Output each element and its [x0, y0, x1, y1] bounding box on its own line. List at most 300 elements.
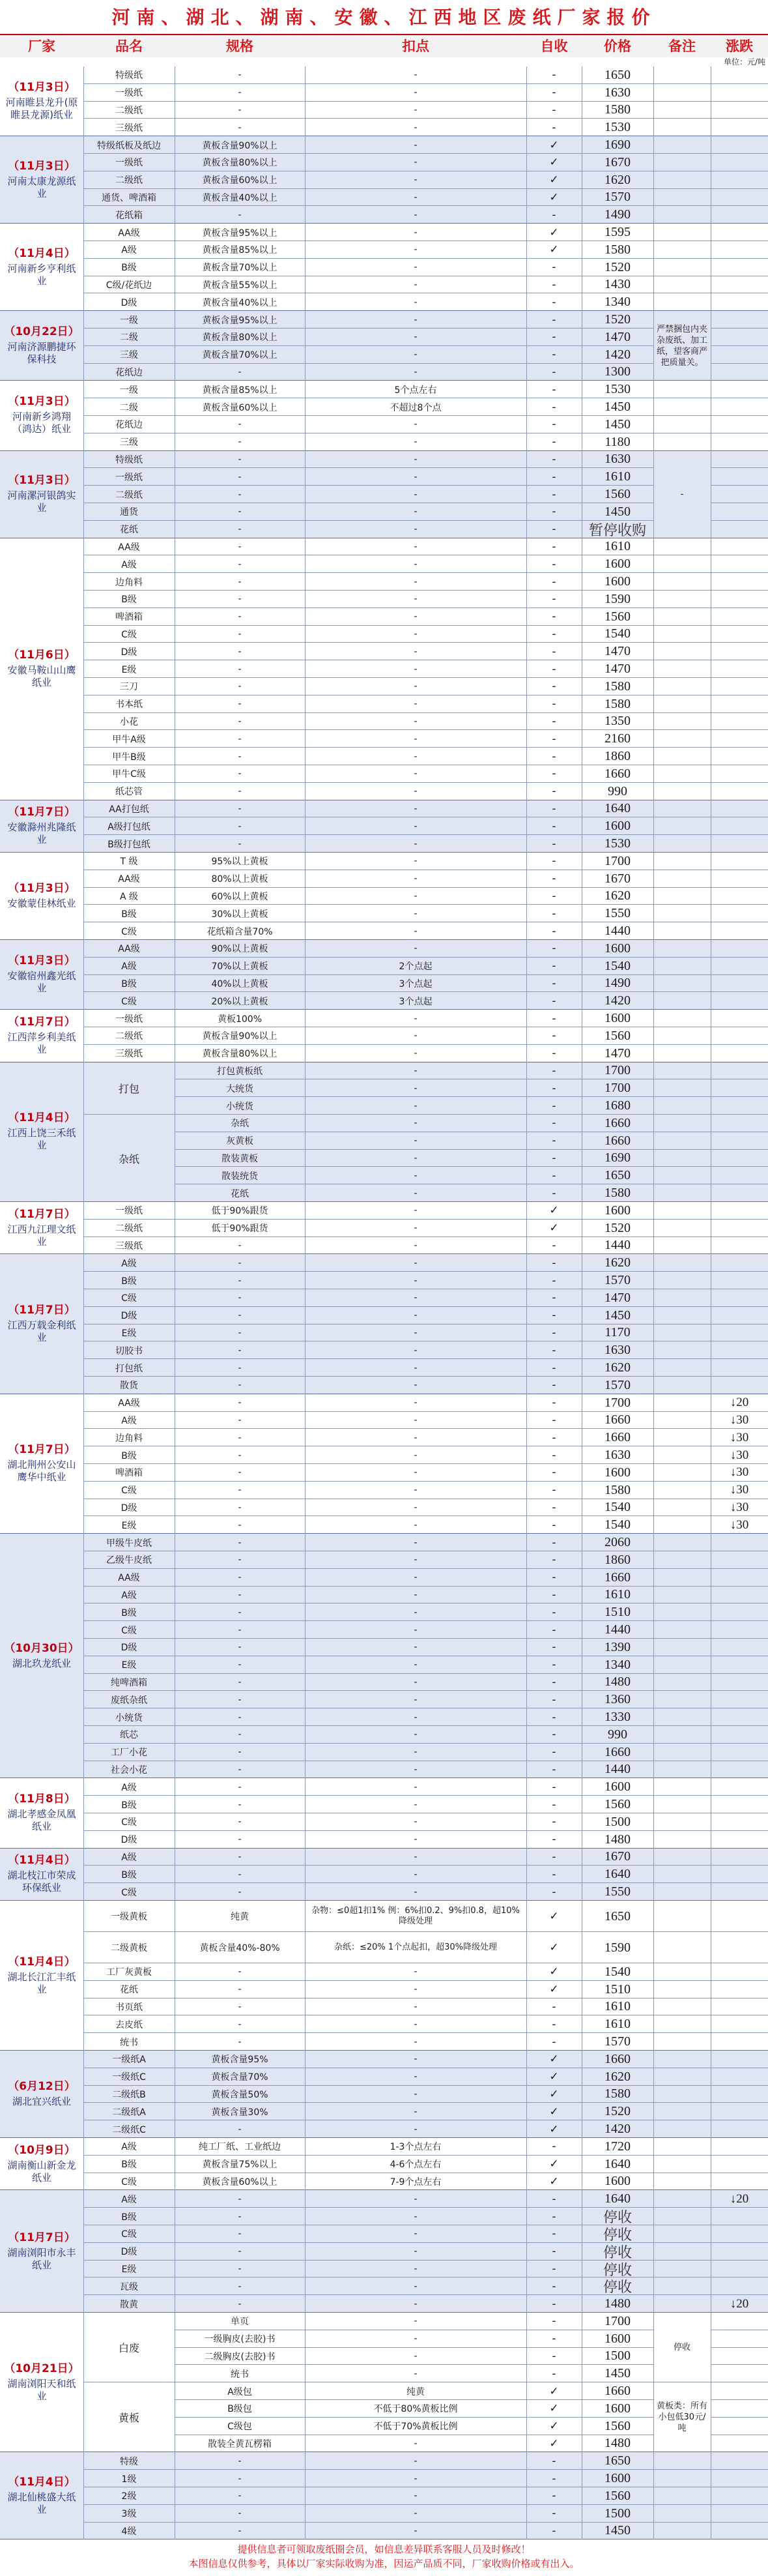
- deduct-cell: -: [414, 856, 418, 867]
- factory-date: （11月4日）: [8, 2475, 76, 2489]
- self-collect-cell: ✓: [549, 2070, 559, 2084]
- deduct-cell: -: [414, 890, 418, 901]
- price-cell: 1720: [604, 2139, 631, 2154]
- spec-cell: -: [238, 1607, 242, 1618]
- factory-name: 河南新乡亨利纸业: [7, 262, 76, 287]
- price-cell: 1520: [604, 1220, 631, 1235]
- spec-cell: 黄板含量90%以上: [202, 1031, 277, 1042]
- self-collect-cell: -: [552, 2245, 556, 2259]
- footer-note: [0, 2542, 768, 2576]
- price-cell: 1450: [604, 504, 631, 519]
- deduct-cell: -: [414, 489, 418, 500]
- deduct-cell: -: [414, 1886, 418, 1897]
- factory-name: 河南睢县龙升(原睢县龙源)纸业: [5, 96, 78, 121]
- factory-date: （11月4日）: [8, 246, 76, 260]
- self-collect-cell: -: [552, 1047, 556, 1061]
- price-cell: 1570: [604, 2034, 631, 2049]
- product-cell: 二级: [120, 402, 138, 413]
- self-collect-cell: ✓: [549, 2384, 559, 2398]
- deduct-cell: -: [414, 471, 418, 482]
- price-cell: 1540: [604, 626, 631, 641]
- deduct-cell: -: [414, 1485, 418, 1496]
- price-cell: 1450: [604, 2523, 631, 2538]
- spec-cell: -: [238, 576, 242, 587]
- spec-cell: 黄板含量70%以上: [202, 263, 277, 274]
- product-cell: 瓦级: [120, 2281, 138, 2292]
- self-collect-cell: -: [552, 942, 556, 956]
- product-cell: E级: [121, 2264, 137, 2275]
- product-cell: B级: [121, 2159, 137, 2171]
- deduct-cell: -: [414, 541, 418, 552]
- spec-cell: -: [238, 1712, 242, 1723]
- product-cell: 工厂灰黄板: [106, 1967, 152, 1978]
- self-collect-cell: -: [552, 627, 556, 641]
- deduct-cell: -: [414, 2525, 418, 2536]
- product-cell: A级: [121, 1415, 137, 1426]
- change-cell: ↓30: [730, 1430, 749, 1444]
- deduct-cell: -: [414, 437, 418, 448]
- header-factory: 厂家: [28, 38, 55, 54]
- price-cell: 1520: [604, 259, 631, 274]
- self-collect-cell: ✓: [549, 2105, 559, 2118]
- price-cell: 1560: [604, 609, 631, 624]
- product-cell: 边角料: [115, 1433, 143, 1444]
- price-cell: 1170: [604, 1325, 631, 1340]
- deduct-cell: 杂纸：≤20% 1个点起扣，超30%降级处理: [334, 1942, 498, 1952]
- product-cell: AA级: [118, 1573, 140, 1584]
- deduct-cell: -: [414, 1152, 418, 1164]
- factory-date: （10月30日）: [4, 1641, 79, 1655]
- factory-name: 江西上饶三禾纸业: [7, 1127, 76, 1152]
- spec-cell: -: [238, 1345, 242, 1356]
- price-cell: 1560: [604, 2418, 631, 2433]
- spec-cell: -: [238, 87, 242, 98]
- price-cell: 1480: [604, 1832, 631, 1847]
- spec-cell: -: [238, 471, 242, 482]
- row-divider: [711, 2364, 768, 2365]
- self-collect-cell: -: [552, 662, 556, 676]
- factory-name: 湖北仙桃盛大纸业: [7, 2491, 76, 2515]
- self-collect-cell: -: [552, 1571, 556, 1585]
- self-collect-cell: ✓: [549, 2437, 559, 2450]
- deduct-cell: -: [414, 1607, 418, 1618]
- self-collect-cell: -: [552, 802, 556, 815]
- price-cell: 2060: [604, 1535, 631, 1550]
- product-cell: C级: [121, 629, 137, 640]
- product-cell: 纯啤酒箱: [111, 1677, 147, 1688]
- price-cell: 1420: [604, 347, 631, 362]
- deduct-cell: -: [414, 2491, 418, 2502]
- price-cell: 1630: [604, 1448, 631, 1463]
- deduct-cell: -: [414, 2246, 418, 2257]
- spec-cell: -: [238, 1589, 242, 1600]
- price-cell: 1600: [604, 819, 631, 834]
- factory-date: （11月3日）: [8, 954, 76, 968]
- product-cell: 工厂小花: [111, 1748, 147, 1759]
- product-cell: 统书: [120, 2037, 138, 2048]
- note-cell: 黄板类：所有小包低30元/吨: [656, 2401, 707, 2434]
- self-collect-cell: -: [552, 2017, 556, 2031]
- price-cell: 1180: [604, 434, 631, 449]
- spec-cell: -: [238, 1362, 242, 1373]
- price-cell: 1480: [604, 1675, 631, 1690]
- self-collect-cell: -: [552, 2227, 556, 2241]
- product-cell: 书页纸: [115, 2002, 143, 2013]
- self-collect-cell: ✓: [549, 2420, 559, 2433]
- deduct-cell: 7-9个点左右: [390, 2176, 442, 2188]
- price-cell: 1500: [604, 1814, 631, 1829]
- deduct-cell: -: [414, 2054, 418, 2065]
- product-cell: 废纸杂纸: [111, 1695, 147, 1706]
- row-divider: [711, 467, 768, 468]
- deduct-cell: -: [414, 2001, 418, 2012]
- product-cell: D级: [121, 1502, 137, 1514]
- product-cell: 啤酒箱: [115, 612, 143, 623]
- deduct-cell: -: [414, 1781, 418, 1793]
- price-cell: 1690: [604, 1150, 631, 1165]
- self-collect-cell: -: [552, 1553, 556, 1567]
- price-cell: 1660: [604, 766, 631, 781]
- deduct-cell: -: [414, 1205, 418, 1216]
- deduct-cell: -: [414, 1414, 418, 1426]
- price-cell: 1530: [604, 836, 631, 851]
- deduct-cell: -: [414, 506, 418, 518]
- product-cell: 一级纸: [115, 1014, 143, 1025]
- spec-cell: -: [238, 628, 242, 639]
- price-cell: 1660: [604, 1133, 631, 1148]
- factory-name: 湖南衡山新金龙纸业: [7, 2159, 76, 2184]
- spec-cell: 黄板含量70%: [211, 2072, 268, 2083]
- product-cell: A 级: [119, 891, 139, 902]
- product-cell: B级: [121, 594, 137, 606]
- deduct-cell: -: [414, 70, 418, 81]
- spec-cell: 黄板含量30%: [211, 2107, 268, 2118]
- factory-cell: [0, 66, 83, 136]
- spec-cell: -: [238, 664, 242, 675]
- deduct-cell: -: [414, 611, 418, 622]
- self-collect-cell: ✓: [549, 138, 559, 152]
- price-cell: 1580: [604, 1186, 631, 1201]
- deduct-cell: -: [414, 1170, 418, 1181]
- price-cell: 1450: [604, 400, 631, 415]
- self-collect-cell: ✓: [549, 190, 559, 204]
- factory-name: 湖北长江汇丰纸业: [7, 1970, 76, 1995]
- product-subgroup: 打包: [118, 1083, 139, 1096]
- deduct-cell: -: [414, 2036, 418, 2047]
- product-cell: 三刀: [120, 682, 138, 693]
- price-cell: 1610: [604, 2017, 631, 2032]
- product-cell: 甲牛A级: [112, 734, 146, 745]
- self-collect-cell: -: [552, 2192, 556, 2206]
- self-collect-cell: -: [552, 1309, 556, 1323]
- price-cell: 1600: [604, 1011, 631, 1026]
- spec-cell: 黄板含量60%以上: [202, 2176, 277, 2188]
- self-collect-cell: -: [552, 86, 556, 100]
- price-cell: 1620: [604, 2069, 631, 2084]
- spec-cell: 黄板含量55%以上: [202, 280, 277, 291]
- self-collect-cell: -: [552, 1326, 556, 1339]
- price-cell: 1680: [604, 1098, 631, 1113]
- price-cell: 1560: [604, 2488, 631, 2503]
- self-collect-cell: -: [552, 1379, 556, 1392]
- column-divider: [526, 66, 527, 2539]
- price-cell: 1600: [604, 2401, 631, 2416]
- price-cell: 1540: [604, 1517, 631, 1532]
- product-cell: 一级: [120, 385, 138, 396]
- spec-cell: 花纸箱含量70%: [206, 926, 273, 937]
- deduct-cell: -: [414, 366, 418, 377]
- deduct-cell: -: [414, 1642, 418, 1653]
- deduct-cell: -: [414, 157, 418, 168]
- spec-cell: 黄板含量95%以上: [202, 227, 277, 239]
- deduct-cell: -: [414, 2071, 418, 2083]
- self-collect-cell: -: [552, 1099, 556, 1113]
- self-collect-cell: -: [552, 1675, 556, 1689]
- product-cell: 4级: [121, 2526, 137, 2537]
- self-collect-cell: -: [552, 1186, 556, 1200]
- factory-cell: [0, 1062, 83, 1202]
- spec-cell: -: [238, 1327, 242, 1338]
- self-collect-cell: ✓: [549, 2158, 559, 2171]
- product-cell: 三级纸: [115, 123, 143, 134]
- row-divider: [711, 2399, 768, 2400]
- deduct-cell: -: [414, 1135, 418, 1147]
- product-subgroup: 白废: [118, 2342, 139, 2355]
- self-collect-cell: -: [552, 505, 556, 519]
- self-collect-cell: -: [552, 714, 556, 728]
- price-cell: 1700: [604, 1063, 631, 1078]
- spec-cell: B级包: [227, 2404, 252, 2415]
- price-cell: 1660: [604, 1570, 631, 1585]
- self-collect-cell: -: [552, 1780, 556, 1794]
- price-cell: 1580: [604, 2086, 631, 2101]
- factory-name: 安徽马鞍山山鹰纸业: [7, 664, 76, 689]
- product-cell: 打包纸: [115, 1363, 143, 1374]
- product-cell: A级: [121, 559, 137, 570]
- price-cell: 1640: [604, 1867, 631, 1882]
- spec-cell: -: [238, 559, 242, 570]
- factory-name: 湖北荆州公安山鹰华中纸业: [7, 1459, 76, 1484]
- factory-name: 江西万载金利纸业: [7, 1319, 76, 1344]
- price-cell: 1580: [604, 102, 631, 117]
- self-collect-cell: -: [552, 2035, 556, 2049]
- product-cell: 一级纸: [115, 1206, 143, 1217]
- factory-name: 安徽滁州兆隆纸业: [7, 821, 76, 846]
- spec-cell: -: [238, 454, 242, 465]
- factory-name: 河南新乡鸿翔（鸿达）纸业: [12, 411, 71, 435]
- price-cell: 1660: [604, 1744, 631, 1759]
- price-cell: 1600: [604, 574, 631, 589]
- factory-cell: [0, 853, 83, 940]
- price-cell: 1490: [604, 207, 631, 222]
- product-cell: C级: [121, 1625, 137, 1636]
- self-collect-cell: -: [552, 1798, 556, 1811]
- self-collect-cell: -: [552, 1413, 556, 1427]
- spec-cell: 20%以上黄板: [211, 996, 268, 1007]
- factory-name: 安徽宿州鑫光纸业: [7, 970, 76, 995]
- self-collect-cell: -: [552, 1728, 556, 1742]
- factory-date: （11月3日）: [8, 81, 76, 95]
- price-cell: 1560: [604, 1028, 631, 1043]
- spec-cell: -: [238, 1240, 242, 1251]
- spec-cell: 低于90%跟货: [211, 1206, 268, 1217]
- footer-line-2: 本图信息仅供参考，具体以厂家实际收购为准，因运产品质不同，厂家收购价格或有出入。: [188, 2558, 580, 2569]
- product-cell: A级: [121, 961, 137, 973]
- deduct-cell: -: [414, 279, 418, 290]
- deduct-cell: -: [414, 2455, 418, 2466]
- product-cell: D级: [121, 1835, 137, 1846]
- product-cell: 啤酒箱: [115, 1468, 143, 1479]
- deduct-cell: -: [414, 1834, 418, 1845]
- product-cell: B级: [121, 263, 137, 274]
- spec-cell: -: [238, 594, 242, 605]
- product-cell: 二级纸: [115, 175, 143, 186]
- deduct-cell: -: [414, 1764, 418, 1775]
- spec-cell: -: [238, 2124, 242, 2135]
- self-collect-cell: -: [552, 1396, 556, 1410]
- deduct-cell: -: [414, 1817, 418, 1828]
- price-cell: 1640: [604, 2191, 631, 2206]
- self-collect-cell: -: [552, 1850, 556, 1864]
- self-collect-cell: -: [552, 819, 556, 833]
- spec-cell: -: [238, 1380, 242, 1391]
- row-divider: [711, 520, 768, 521]
- self-collect-cell: -: [552, 1064, 556, 1077]
- spec-cell: -: [238, 1432, 242, 1443]
- spec-cell: 散装统货: [221, 1171, 258, 1182]
- self-collect-cell: -: [552, 1641, 556, 1654]
- self-collect-cell: -: [552, 1291, 556, 1305]
- product-cell: B级: [121, 1276, 137, 1287]
- self-collect-cell: -: [552, 1029, 556, 1043]
- product-cell: 甲牛C级: [112, 769, 146, 780]
- deduct-cell: -: [414, 1967, 418, 1978]
- price-cell: 1660: [604, 1115, 631, 1130]
- price-cell: 1700: [604, 1395, 631, 1410]
- deduct-cell: -: [414, 454, 418, 465]
- deduct-cell: 3个点起: [399, 996, 433, 1007]
- spec-cell: 80%以上黄板: [211, 874, 268, 885]
- deduct-cell: -: [414, 2106, 418, 2117]
- spec-cell: -: [238, 821, 242, 832]
- spec-cell: 黄板含量95%: [211, 2055, 268, 2066]
- self-collect-cell: -: [552, 1500, 556, 1514]
- product-cell: 一级黄板: [111, 1912, 147, 1922]
- self-collect-cell: -: [552, 767, 556, 781]
- spec-cell: -: [238, 2298, 242, 2309]
- deduct-cell: -: [414, 1327, 418, 1338]
- deduct-cell: -: [414, 2350, 418, 2362]
- product-cell: 书本纸: [115, 699, 143, 710]
- factory-date: （11月8日）: [8, 1793, 76, 1806]
- price-cell: 1660: [604, 2384, 631, 2399]
- spec-cell: -: [238, 419, 242, 430]
- self-collect-cell: -: [552, 348, 556, 362]
- price-cell: 1520: [604, 2104, 631, 2119]
- deduct-cell: -: [414, 1188, 418, 1199]
- self-collect-cell: -: [552, 1833, 556, 1847]
- deduct-cell: 纯黄: [406, 2386, 425, 2397]
- self-collect-cell: ✓: [549, 2402, 559, 2416]
- price-cell: 1420: [604, 2122, 631, 2137]
- product-cell: 二级纸: [115, 105, 143, 116]
- price-cell: 2160: [604, 731, 631, 746]
- spec-cell: 黄板含量60%以上: [202, 175, 277, 186]
- deduct-cell: -: [414, 576, 418, 587]
- spec-cell: -: [238, 2193, 242, 2204]
- deduct-cell: -: [414, 104, 418, 115]
- price-cell: 1700: [604, 853, 631, 868]
- product-cell: C级: [121, 2229, 137, 2240]
- spec-cell: -: [238, 2263, 242, 2274]
- self-collect-cell: -: [552, 278, 556, 291]
- spec-cell: -: [238, 2455, 242, 2466]
- product-cell: 一级纸: [115, 472, 143, 483]
- price-cell: 1330: [604, 1710, 631, 1725]
- self-collect-cell: -: [552, 994, 556, 1008]
- price-cell: 1540: [604, 1964, 631, 1979]
- self-collect-cell: -: [552, 2210, 556, 2223]
- spec-cell: 二级胸皮(去胶)书: [204, 2351, 276, 2362]
- deduct-cell: -: [414, 2438, 418, 2449]
- spec-cell: -: [238, 1502, 242, 1513]
- price-cell: 1440: [604, 1762, 631, 1777]
- deduct-cell: -: [414, 1100, 418, 1111]
- product-cell: A级: [121, 2194, 137, 2205]
- price-cell: 1620: [604, 1360, 631, 1375]
- spec-cell: -: [238, 1555, 242, 1566]
- product-cell: 二级纸A: [112, 2107, 146, 2118]
- column-divider: [653, 66, 654, 2539]
- spec-cell: 单页: [231, 2317, 249, 2328]
- spec-cell: 纯黄: [231, 1912, 249, 1922]
- price-cell: 1450: [604, 1308, 631, 1323]
- row-divider: [711, 328, 768, 329]
- deduct-cell: -: [414, 1345, 418, 1356]
- price-cell: 1610: [604, 1999, 631, 2014]
- price-cell: 1860: [604, 749, 631, 764]
- product-subgroup: 黄板: [118, 2412, 139, 2425]
- price-cell: 1470: [604, 662, 631, 677]
- product-cell: 一级纸C: [112, 2072, 146, 2083]
- spec-cell: -: [238, 1642, 242, 1653]
- spec-cell: -: [238, 1310, 242, 1321]
- product-cell: 二级纸B: [112, 2089, 146, 2100]
- price-cell: 1490: [604, 976, 631, 991]
- spec-cell: -: [238, 2229, 242, 2240]
- spec-cell: 黄板含量60%以上: [202, 402, 277, 413]
- product-cell: 二级纸: [115, 490, 143, 501]
- self-collect-cell: -: [552, 593, 556, 606]
- product-cell: C级: [121, 1817, 137, 1828]
- price-cell: 1650: [604, 1909, 631, 1924]
- price-cell: 1540: [604, 958, 631, 973]
- price-cell: 停收: [603, 2279, 632, 2296]
- deduct-cell: -: [414, 1467, 418, 1478]
- factory-name: 湖北枝江市荣成环保纸业: [7, 1869, 76, 1894]
- factory-date: （11月3日）: [8, 474, 76, 488]
- deduct-cell: -: [414, 1694, 418, 1705]
- deduct-cell: 5个点左右: [394, 385, 437, 396]
- product-cell: 三级纸: [115, 1049, 143, 1060]
- self-collect-cell: -: [552, 1605, 556, 1619]
- spec-cell: -: [238, 1747, 242, 1758]
- deduct-cell: -: [414, 1293, 418, 1304]
- product-cell: 二级纸C: [112, 2124, 146, 2135]
- spec-cell: -: [238, 1886, 242, 1897]
- product-cell: A级: [121, 2142, 137, 2153]
- price-cell: 1650: [604, 2453, 631, 2468]
